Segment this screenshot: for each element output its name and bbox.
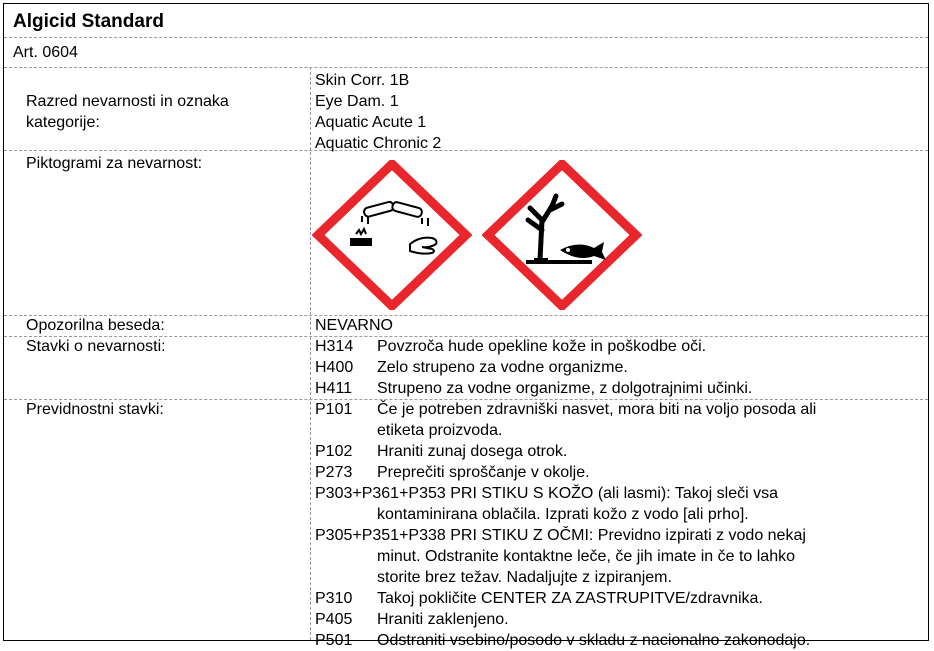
precautionary-statement: P310 Takoj pokličite CENTER ZA ZASTRUPITVE/zdravnika.	[315, 590, 763, 607]
precautionary-statements-list: P101 Če je potreben zdravniški nasvet, mora biti na voljo posoda ali etiketa proizvoda. P102 Hraniti zunaj dosega otrok. P273 Preprečiti sproščanje v okolje. P303+P361+P353 PRI STIKU S KOŽO (ali lasmi): Takoj sleči vsa kontaminirana oblačila. Izprati kožo z vodo [ali prho]. P305+P351+P338 PRI STIKU Z OČMI: Previdno izpirati z vodo nekaj minut. Odstranite kontaktne leče, če jih imate in če to lahko storite brez težav. Nadaljujte z izpiranjem. P310 Takoj pokličite CENTER ZA ZASTRUPITVE/zdravnika. P405 Hraniti zaklenjeno. P501 Odstraniti vsebino/posodo v skladu z nacionalno zakonodajo.	[315, 401, 817, 649]
hazard-class-value: Aquatic Acute 1	[315, 114, 427, 131]
hazard-statements-label: Stavki o nevarnosti:	[26, 338, 166, 355]
precautionary-statement: P305+P351+P338 PRI STIKU Z OČMI: Previdno izpirati z vodo nekaj	[315, 527, 806, 544]
precautionary-statement: P501 Odstraniti vsebino/posodo v skladu z nacionalno zakonodajo.	[315, 632, 811, 649]
precautionary-statement: P101 Če je potreben zdravniški nasvet, mora biti na voljo posoda ali	[315, 401, 817, 418]
hazard-class-value: Skin Corr. 1B	[315, 72, 410, 89]
hazard-statement: H411 Strupeno za vodne organizme, z dolgotrajnimi učinki.	[315, 380, 753, 397]
precautionary-statement: P273 Preprečiti sproščanje v okolje.	[315, 464, 590, 481]
signal-word-row	[4, 315, 928, 337]
hazard-statement: H400 Zelo strupeno za vodne organizme.	[315, 359, 628, 376]
hazard-class-label: Razred nevarnosti in oznaka kategorije:	[26, 93, 229, 131]
hazard-class-values	[315, 70, 441, 154]
hazard-statement: H314 Povzroča hude opekline kože in poškodbe oči.	[315, 338, 707, 355]
precautionary-statement: P303+P361+P353 PRI STIKU S KOŽO (ali lasmi): Takoj sleči vsa	[315, 485, 779, 502]
pictograms-row	[4, 150, 928, 316]
pictograms-label: Piktogrami za nevarnost:	[26, 155, 203, 172]
title-row	[4, 4, 928, 38]
article-row	[4, 37, 928, 68]
hazard-statements-list	[315, 336, 752, 399]
hazard-class-value: Aquatic Chronic 2	[315, 135, 442, 152]
signal-word-value: NEVARNO	[315, 317, 393, 334]
hazard-statements-row	[4, 336, 928, 400]
precautionary-statements-row	[4, 399, 928, 649]
hazard-class-row	[4, 67, 928, 151]
environment-pictogram	[482, 160, 642, 310]
hazard-class-value: Eye Dam. 1	[315, 93, 399, 110]
signal-word-label: Opozorilna beseda:	[26, 317, 165, 334]
safety-label-sheet	[3, 3, 929, 649]
precautionary-statement: P405 Hraniti zaklenjeno.	[315, 611, 509, 628]
corrosion-pictogram	[312, 160, 472, 310]
precautionary-statements-label: Previdnostni stavki:	[26, 401, 164, 418]
article-number: Art. 0604	[13, 44, 78, 61]
precautionary-statement: P102 Hraniti zunaj dosega otrok.	[315, 443, 568, 460]
product-title: Algicid Standard	[13, 11, 164, 32]
